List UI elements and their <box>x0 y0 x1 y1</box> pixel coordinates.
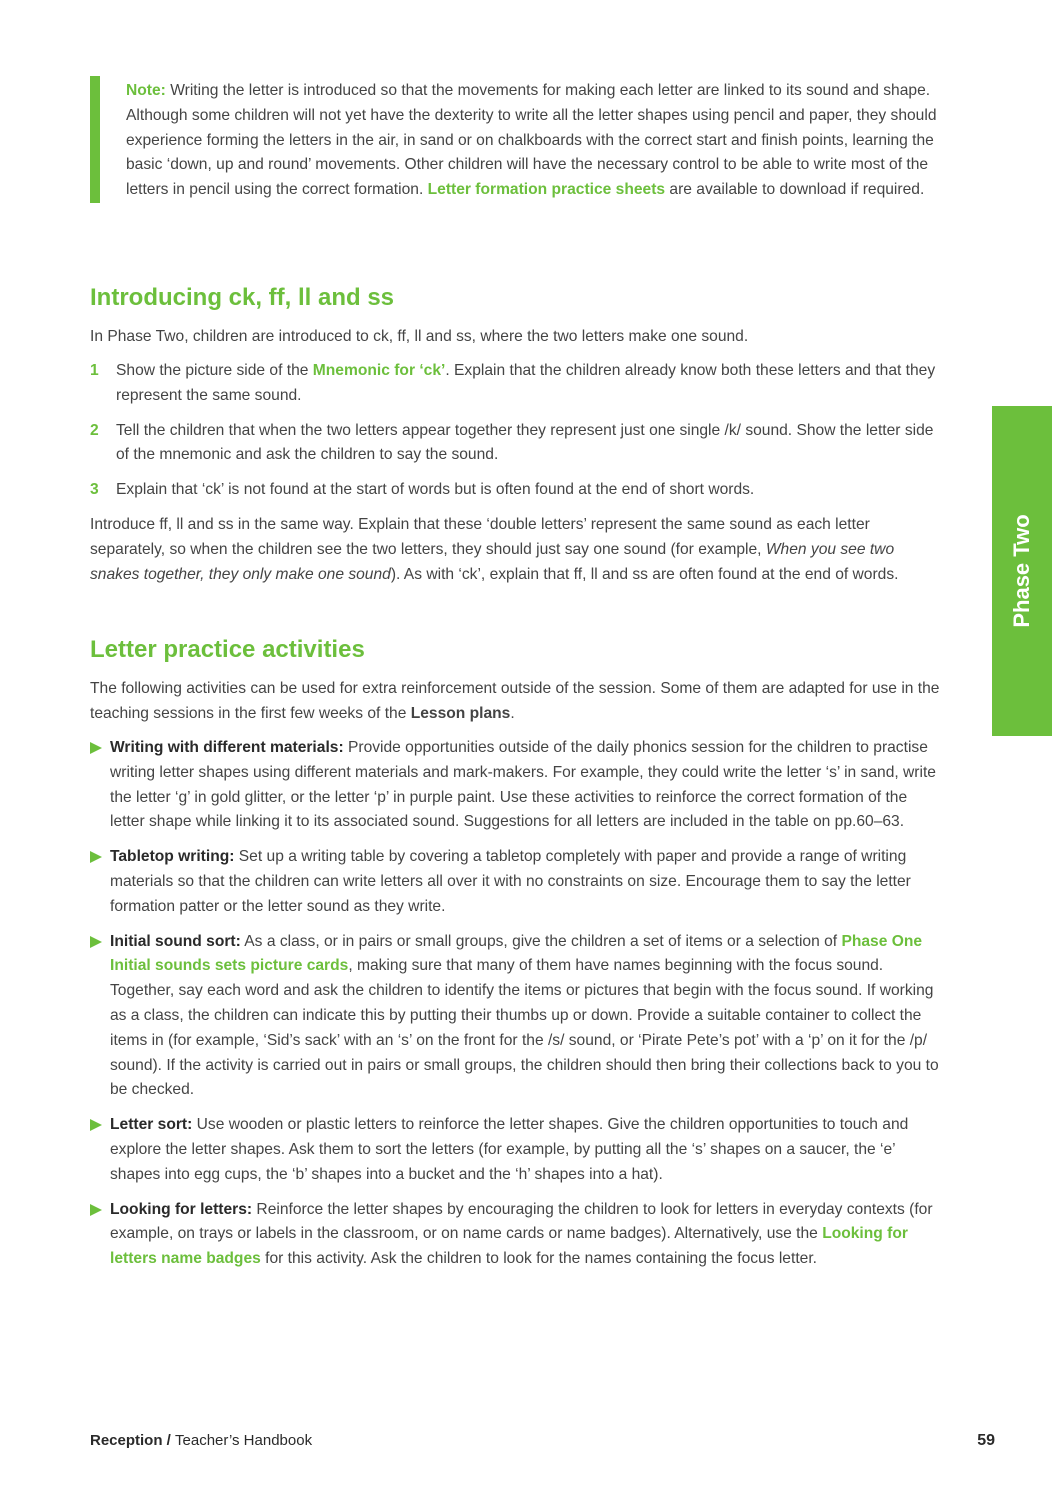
mnemonic-ck-link[interactable]: Mnemonic for ‘ck’ <box>312 362 446 379</box>
intro-text: The following activities can be used for extra reinforcement outside of the session. Some of them are adapted for use in the teaching sessions in the first few weeks of the <box>90 680 940 722</box>
list-item <box>90 736 945 835</box>
step-text: Tell the children that when the two letters appear together they represent just one single /k/ sound. Show the letter side of the mnemonic and ask the children to say the sound. <box>116 421 934 464</box>
activity-title: Letter sort: <box>110 1116 193 1134</box>
list-item <box>90 1113 945 1187</box>
step-text: Show the picture side of the <box>116 362 313 379</box>
triangle-bullet-icon <box>90 1204 102 1216</box>
list-item <box>90 845 945 919</box>
outro-text-end: ). As with ‘ck’, explain that ff, ll and ss are often found at the end of words. <box>390 565 899 583</box>
intro-text-end: . <box>510 704 515 722</box>
list-item <box>90 478 945 503</box>
phase-one-picture-cards-link[interactable]: Phase One Initial sounds sets picture cards <box>110 932 923 975</box>
triangle-bullet-icon <box>90 936 102 948</box>
activity-text: Set up a writing table by covering a tabletop completely with paper and provide a range of writing materials so that the children can write letters all over it with no constraints on size. Encourage them to say the letter formation patter or the letter sound as they write. <box>110 848 911 915</box>
footer-title <box>90 1432 312 1449</box>
footer-book: Reception <box>90 1432 163 1449</box>
list-item <box>90 419 945 469</box>
activity-text: Use wooden or plastic letters to reinforce the letter shapes. Give the children opportunities to touch and explore the letter shapes. Ask them to sort the letters (for example, by putting all the ‘s’ shapes on a saucer, the ‘e’ shapes into egg cups, the ‘b’ shapes into a bucket and the ‘h’ shapes into a hat). <box>110 1116 909 1183</box>
step-text: Explain that ‘ck’ is not found at the start of words but is often found at the end of short words. <box>116 481 755 499</box>
note-body: Writing the letter is introduced so that the movements for making each letter are linked to its sound and shape. Although some children will not yet have the dexterity to write all the letter shapes using pencil and paper, they should experience forming the letters in the air, in sand or on chalkboards with the correct start and finish points, learning the basic ‘down, up and round’ movements. Other children will have the necessary control to be able to write most of the letters in pencil using the correct formation. <box>126 82 937 199</box>
activities-list <box>90 736 945 1282</box>
triangle-bullet-icon <box>90 1119 102 1131</box>
step-number: 1 <box>90 362 99 379</box>
phase-two-tab-label: Phase Two <box>1009 514 1034 628</box>
note-label: Note: <box>126 82 166 99</box>
outro-text: Introduce ff, ll and ss in the same way. Explain that these ‘double letters’ represent the same sound as each letter separately, so when the children see the two letters, they should just say one sound (for example, <box>90 516 870 558</box>
activity-title: Tabletop writing: <box>110 848 235 866</box>
lesson-plans-ref: Lesson plans <box>410 704 511 722</box>
activity-title: Looking for letters: <box>110 1200 253 1218</box>
phase-two-tab[interactable] <box>992 406 1052 736</box>
activity-text: Reinforce the letter shapes by encouraging the children to look for letters in everyday contexts (for example, on trays or labels in the classroom, or on name cards or name badges). Alternatively, use the <box>110 1200 933 1243</box>
note-text <box>126 79 966 203</box>
list-item <box>90 1198 945 1272</box>
activity-text: As a class, or in pairs or small groups, give the children a set of items or a selection of <box>240 932 842 950</box>
step-number: 3 <box>90 481 99 499</box>
activity-title: Initial sound sort: <box>110 932 241 950</box>
footer-separator: / <box>162 1432 176 1449</box>
triangle-bullet-icon <box>90 742 102 754</box>
step-number: 2 <box>90 421 99 439</box>
section1-intro: In Phase Two, children are introduced to ck, ff, ll and ss, where the two letters make one sound. <box>90 328 749 345</box>
section1-outro <box>90 513 945 587</box>
footer-handbook: Teacher’s Handbook <box>175 1432 313 1449</box>
triangle-bullet-icon <box>90 851 102 863</box>
steps-list <box>90 359 945 513</box>
step-text-end: . Explain that the children already know both these letters and that they represent the same sound. <box>116 362 936 404</box>
section-heading-letter-practice: Letter practice activities <box>90 636 365 663</box>
note-body-end: are available to download if required. <box>665 181 925 199</box>
page-number: 59 <box>977 1432 995 1449</box>
activity-text-end: for this activity. Ask the children to look for the names containing the focus letter. <box>260 1250 817 1268</box>
outro-italic: When you see two snakes together, they only make one sound <box>90 540 895 583</box>
activity-title: Writing with different materials: <box>110 739 344 756</box>
list-item <box>90 359 945 409</box>
list-item <box>90 930 945 1104</box>
section-heading-introducing: Introducing ck, ff, ll and ss <box>90 284 395 311</box>
activity-text: Provide opportunities outside of the daily phonics session for the children to practise writing letter shapes using different materials and mark-makers. For example, they could write the letter ‘s’ in sand, write the letter ‘g’ in gold glitter, or the letter ‘p’ in purple paint. Use these activities to reinforce the correct formation of the letter shape while linking it to its associated sound. Suggestions for all letters are included in the table on pp.60–63. <box>110 739 936 831</box>
activity-text-end: , making sure that many of them have names beginning with the focus sound. Together, say each word and ask the children to identify the items or pictures that begin with the focus sound. If working as a class, the children can indicate this by putting their thumbs up or down. Provide a suitable container to collect the items in (for example, ‘Sid’s sack’ with an ‘s’ on the front for the /s/ sound, or ‘Pirate Pete’s pot’ with a ‘p’ on it for the /p/ sound). If the activity is carried out in pairs or small groups, the children should then bring their collections back to you to be checked. <box>110 957 939 1099</box>
note-box <box>90 76 966 203</box>
letter-formation-link[interactable]: Letter formation practice sheets <box>427 181 666 199</box>
name-badges-link[interactable]: Looking for letters name badges <box>110 1225 908 1268</box>
section2-intro <box>90 677 945 727</box>
